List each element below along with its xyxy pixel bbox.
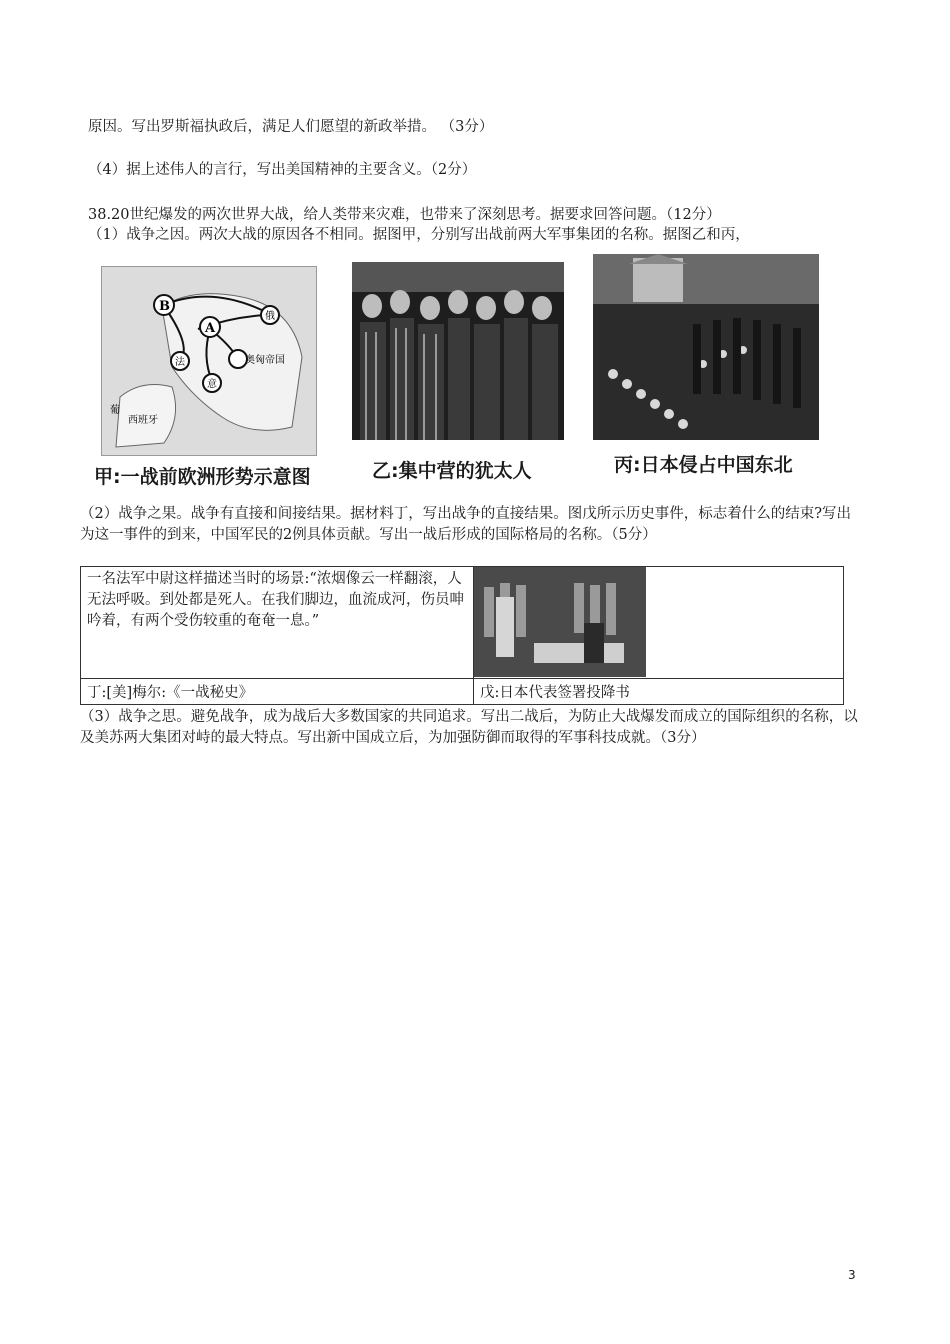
- map-label-portugal: 葡: [110, 405, 120, 416]
- caption-bing: 丙:日本侵占中国东北: [614, 454, 793, 476]
- material-table: [80, 566, 844, 705]
- caption-yi: 乙:集中营的犹太人: [372, 460, 532, 482]
- question-38-intro: 38.20世纪爆发的两次世界大战，给人类带来灾难，也带来了深刻思考。据要求回答问题。（12分）: [88, 207, 721, 223]
- caption-jia: 甲:一战前欧洲形势示意图: [94, 466, 311, 488]
- map-label-austria-hungary: 奥匈帝国: [245, 355, 285, 366]
- map-label-spain: 西班牙: [128, 415, 158, 426]
- question-4: （4）据上述伟人的言行，写出美国精神的主要含义。（2分）: [88, 162, 477, 178]
- material-ding-caption: 丁:[美]梅尔:《一战秘史》: [81, 679, 474, 705]
- map-label-italy: 意: [207, 379, 217, 390]
- question-text-line: 原因。写出罗斯福执政后，满足人们愿望的新政举措。 （3分）: [88, 119, 494, 135]
- page-number: 3: [848, 1268, 856, 1282]
- question-38-part2: （2）战争之果。战争有直接和间接结果。据材料丁，写出战争的直接结果。图戊所示历史事件，标志着什么的结束?写出为这一事件的到来，中国军民的2例具体贡献。写出一战后形成的国际格局的名称。（5分）: [80, 506, 851, 543]
- map-label-russia: 俄: [265, 311, 275, 322]
- map-label-france: 法: [175, 357, 185, 368]
- japanese-occupation-photo: [593, 254, 819, 440]
- material-wu-caption: 戊:日本代表签署投降书: [474, 679, 844, 705]
- question-38-part1: （1）战争之因。两次大战的原因各不相同。据图甲，分别写出战前两大军事集团的名称。据图乙和丙，: [88, 227, 750, 243]
- concentration-camp-photo: [352, 262, 564, 440]
- question-38-part3: （3）战争之思。避免战争，成为战后大多数国家的共同追求。写出二战后，为防止大战爆发而成立的国际组织的名称，以及美苏两大集团对峙的最大特点。写出新中国成立后，为加强防御而取得的军事科技成就。（3分）: [80, 709, 858, 746]
- map-label-b: B: [159, 299, 170, 314]
- europe-map-image: [101, 266, 317, 456]
- material-ding-quote: 一名法军中尉这样描述当时的场景:“浓烟像云一样翻滚，人无法呼吸。到处都是死人。在我们脚边，血流成河，伤员呻吟着，有两个受伤较重的奄奄一息。”: [81, 567, 474, 679]
- map-label-a: A: [205, 321, 216, 336]
- surrender-signing-photo: [474, 567, 646, 677]
